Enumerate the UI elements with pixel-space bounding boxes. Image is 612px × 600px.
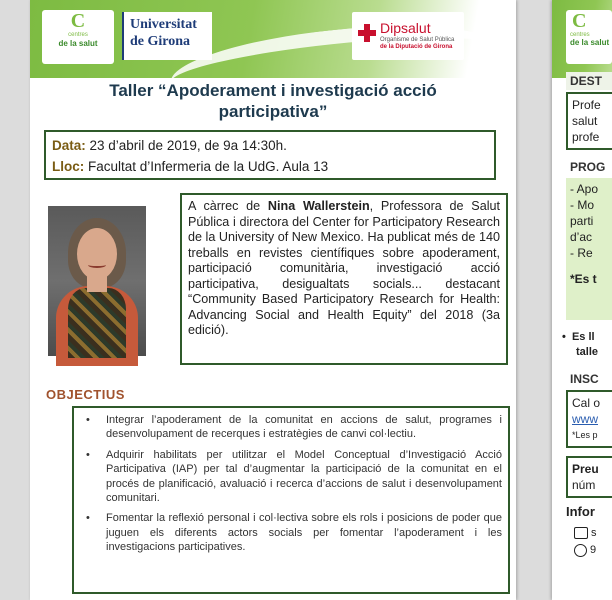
objectives-box xyxy=(72,406,510,594)
objective-item: • Adquirir habilitats per utilitzar el Model Conceptual d’Investigació Acció Participativa (IAP) per tal d’augmentar la participació de la comunitat en el procés de planificació, avaluació i recerca d’accions de salut i desenvolupament comunitari. xyxy=(84,448,502,506)
insc-note: *Les p xyxy=(572,430,598,440)
phone-icon xyxy=(574,544,587,557)
right-centres-salut-logo xyxy=(566,10,612,64)
cp-logo-mark: C xyxy=(70,10,86,32)
speaker-bio-box xyxy=(180,193,508,365)
workshop-title-line2: participativa” xyxy=(218,102,328,121)
cp-logo-line2: de la salut xyxy=(58,39,98,48)
place-value: Facultat d’Infermeria de la UdG. Aula 13 xyxy=(84,159,329,174)
dipsalut-subtitle-2: de la Diputació de Girona xyxy=(380,44,453,50)
workshop-title xyxy=(30,80,516,122)
objective-item: • Integrar l’apoderament de la comunitat en accions de salut, programes i desenvolupament de recerques i estratègies de canvi col·lectiu. xyxy=(84,413,502,442)
right-logo-line1: centres xyxy=(570,32,590,38)
note-line: • Es ll xyxy=(562,331,595,343)
note-line: talle xyxy=(576,346,599,358)
price-box xyxy=(566,456,612,498)
registration-link[interactable]: www xyxy=(572,412,598,426)
date-value: 23 d’abril de 2019, de 9a 14:30h. xyxy=(85,138,287,153)
inscripcio-heading: INSC xyxy=(570,372,599,386)
right-logo-line2: de la salut xyxy=(570,38,610,47)
inscripcio-box xyxy=(566,390,612,448)
speaker-name: Nina Wallerstein xyxy=(267,199,370,213)
right-logo-mark: C xyxy=(572,10,587,32)
dipsalut-cross-icon xyxy=(358,24,376,42)
prog-line: - Mo xyxy=(570,198,594,212)
dest-line: salut xyxy=(572,114,598,128)
price-line: núm xyxy=(572,478,596,492)
info-heading: Infor xyxy=(566,504,595,519)
price-line: Preu xyxy=(572,462,599,476)
speaker-photo xyxy=(48,206,146,356)
workshop-title-line1: Taller “Apoderament i investigació acció xyxy=(109,81,437,100)
prog-note: *Es t xyxy=(570,272,597,286)
dipsalut-subtitle-1: Organisme de Salut Pública xyxy=(380,37,455,43)
prog-line: - Apo xyxy=(570,182,599,196)
date-row xyxy=(52,135,488,156)
destinataris-heading: DEST xyxy=(566,72,612,90)
prog-line: - Re xyxy=(570,246,593,260)
place-label: Lloc: xyxy=(52,159,85,174)
udg-logo xyxy=(122,12,212,60)
bio-text: , Professora de Salut Pública i directora del Center for Participatory Research de la University of New Mexico. Ha publicat més de 140 treballs en revistes científiques sobre apoderament, participació comunitària, investigació acció participativa, desigualtats socials... destacant “Community Based Participatory Research for Health: Advancing Social and Health Equity” del 2018 (3a edició). xyxy=(188,199,500,337)
flyer-page-right xyxy=(552,0,612,600)
insc-line: Cal o xyxy=(572,396,601,410)
programa-heading: PROG xyxy=(570,160,606,174)
date-place-box xyxy=(44,130,496,180)
flyer-page-left xyxy=(30,0,516,600)
udg-logo-line1: Universitat xyxy=(130,17,197,32)
dipsalut-subtitle xyxy=(380,37,462,51)
email-contact[interactable]: s xyxy=(574,526,597,541)
udg-logo-line2: de Girona xyxy=(130,34,191,49)
objective-item: • Fomentar la reflexió personal i col·lectiva sobre els rols i posicions de poder que juguen els diferents actors socials per fomentar l’apoderament i les investigacions participatives. xyxy=(84,511,502,554)
objectives-heading: OBJECTIUS xyxy=(46,387,125,402)
dest-line: Profe xyxy=(572,98,601,112)
cp-logo-line1: centres xyxy=(68,32,88,38)
destinataris-box xyxy=(566,92,612,150)
dest-line: profe xyxy=(572,130,600,144)
prog-line: d’ac xyxy=(570,230,593,244)
phone-contact[interactable]: 9 xyxy=(574,543,596,558)
dipsalut-name: Dipsalut xyxy=(380,20,431,36)
bio-prefix: A càrrec de xyxy=(188,199,268,213)
dipsalut-logo xyxy=(352,12,464,60)
centres-salut-logo xyxy=(42,10,114,64)
place-row xyxy=(52,156,488,177)
prog-line: parti xyxy=(570,214,594,228)
date-label: Data: xyxy=(52,138,86,153)
envelope-icon xyxy=(574,527,588,539)
programa-box xyxy=(566,178,612,320)
